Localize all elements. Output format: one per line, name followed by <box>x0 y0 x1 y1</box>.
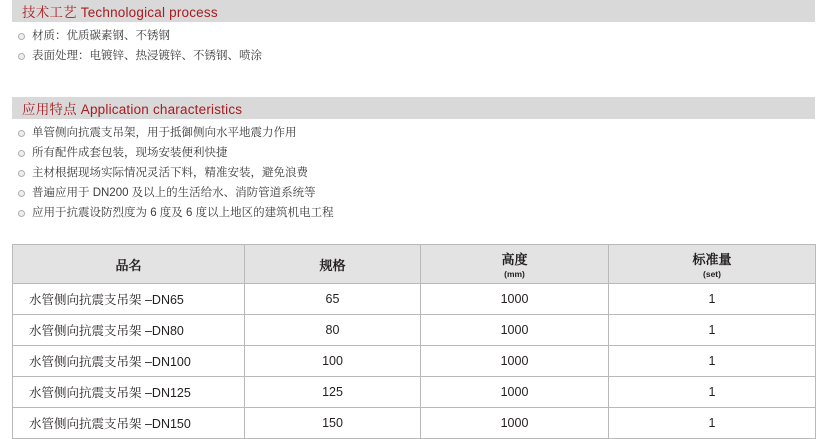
list-item-text: 主材根据现场实际情况灵活下料，精准安装，避免浪费 <box>32 167 308 179</box>
bullet-dot-icon <box>18 190 25 197</box>
list-item <box>12 126 815 141</box>
list-item <box>12 186 815 201</box>
column-header-unit: (set) <box>703 269 721 279</box>
table-row <box>13 346 816 377</box>
table-row <box>13 284 816 315</box>
cell-spec: 150 <box>245 408 421 439</box>
cell-spec: 125 <box>245 377 421 408</box>
cell-quantity: 1 <box>609 377 816 408</box>
column-header-unit: (mm) <box>504 269 525 279</box>
list-item <box>12 166 815 181</box>
spacer <box>12 226 815 242</box>
list-item-text: 材质：优质碳素钢、不锈钢 <box>32 30 170 42</box>
list-item-text: 表面处理：电镀锌、热浸镀锌、不锈钢、喷涂 <box>32 50 262 62</box>
cell-name: 水管侧向抗震支吊架 –DN150 <box>13 408 245 439</box>
section-title: 应用特点 Application characteristics <box>22 102 243 117</box>
column-header-label: 标准量 <box>692 252 732 267</box>
list-item <box>12 206 815 221</box>
list-item <box>12 29 815 44</box>
section-header-application-characteristics <box>12 97 815 119</box>
list-item-text: 单管侧向抗震支吊架，用于抵御侧向水平地震力作用 <box>32 127 297 139</box>
column-header-label: 规格 <box>319 257 346 273</box>
spacer <box>12 69 815 97</box>
list-item-text: 应用于抗震设防烈度为 6 度及 6 度以上地区的建筑机电工程 <box>32 207 334 219</box>
cell-name: 水管侧向抗震支吊架 –DN80 <box>13 315 245 346</box>
cell-height: 1000 <box>421 346 609 377</box>
bullet-dot-icon <box>18 53 25 60</box>
cell-height: 1000 <box>421 284 609 315</box>
specification-table <box>12 244 816 439</box>
bullet-dot-icon <box>18 210 25 217</box>
cell-height: 1000 <box>421 408 609 439</box>
bullet-dot-icon <box>18 170 25 177</box>
table-row <box>13 315 816 346</box>
cell-spec: 100 <box>245 346 421 377</box>
list-item <box>12 146 815 161</box>
cell-quantity: 1 <box>609 315 816 346</box>
bullet-list-application-characteristics <box>12 119 815 221</box>
bullet-dot-icon <box>18 33 25 40</box>
cell-quantity: 1 <box>609 408 816 439</box>
cell-spec: 65 <box>245 284 421 315</box>
section-header-technological-process <box>12 0 815 22</box>
cell-height: 1000 <box>421 377 609 408</box>
cell-name: 水管侧向抗震支吊架 –DN65 <box>13 284 245 315</box>
bullet-dot-icon <box>18 150 25 157</box>
column-header-height <box>421 245 609 284</box>
cell-quantity: 1 <box>609 284 816 315</box>
list-item-text: 所有配件成套包装，现场安装便利快捷 <box>32 147 228 159</box>
cell-name: 水管侧向抗震支吊架 –DN100 <box>13 346 245 377</box>
cell-height: 1000 <box>421 315 609 346</box>
table-row <box>13 377 816 408</box>
cell-spec: 80 <box>245 315 421 346</box>
section-title: 技术工艺 Technological process <box>22 5 218 20</box>
list-item-text: 普遍应用于 DN200 及以上的生活给水、消防管道系统等 <box>32 187 316 199</box>
bullet-list-technological-process <box>12 22 815 64</box>
column-header-label: 品名 <box>115 257 142 273</box>
column-header-name <box>13 245 245 284</box>
column-header-standard-quantity <box>609 245 816 284</box>
table-row <box>13 408 816 439</box>
table-header-row <box>13 245 816 284</box>
column-header-spec <box>245 245 421 284</box>
cell-quantity: 1 <box>609 346 816 377</box>
bullet-dot-icon <box>18 130 25 137</box>
cell-name: 水管侧向抗震支吊架 –DN125 <box>13 377 245 408</box>
column-header-label: 高度 <box>501 252 528 267</box>
list-item <box>12 49 815 64</box>
